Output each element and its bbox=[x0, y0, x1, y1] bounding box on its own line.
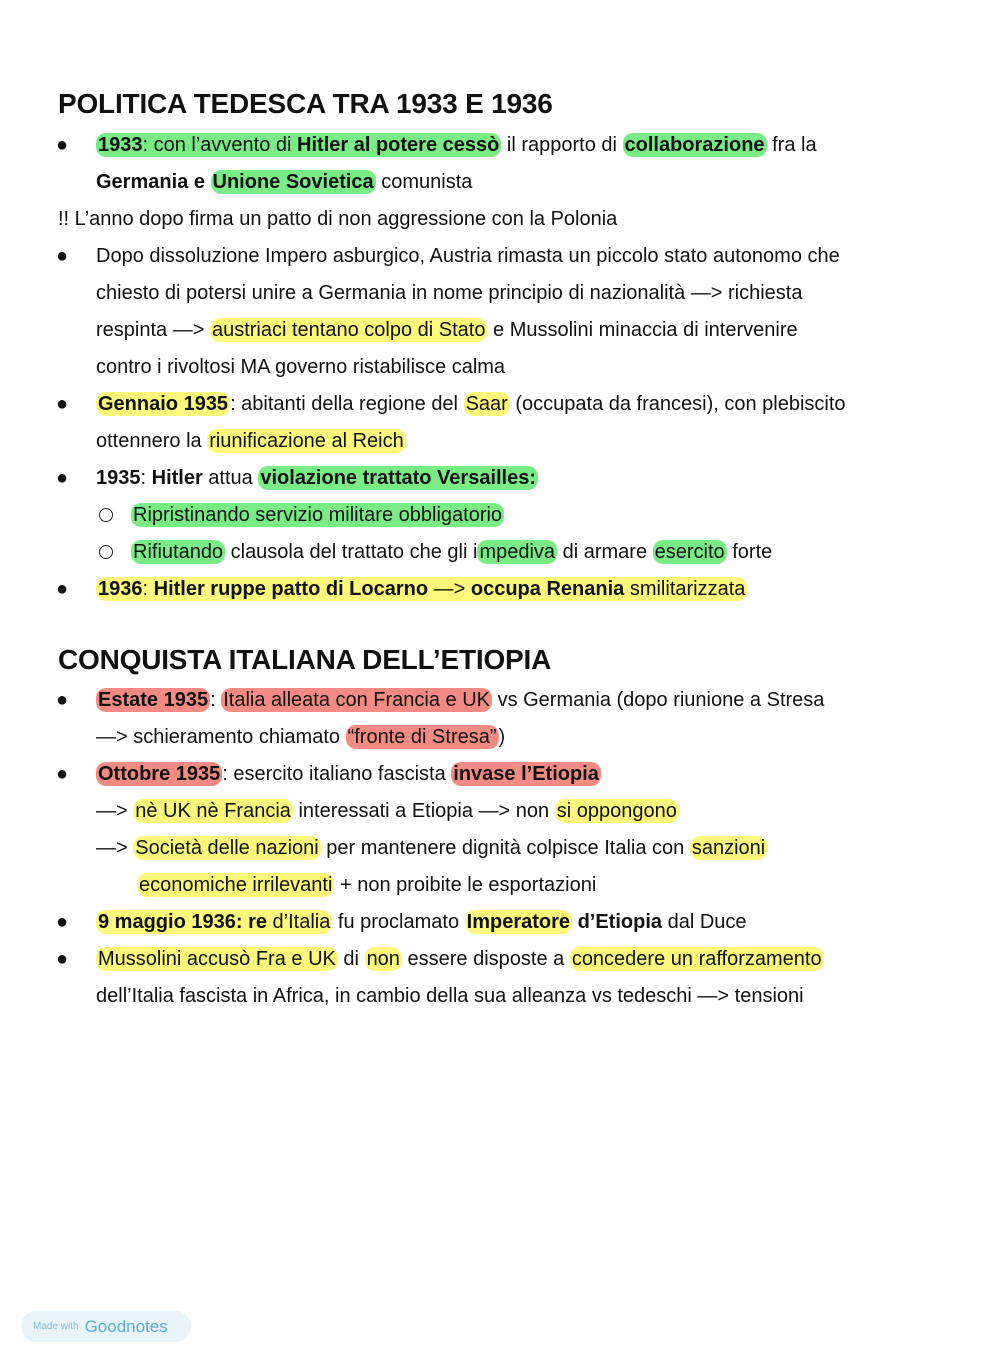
bullet-icon: ● bbox=[56, 467, 69, 489]
sub-item-servizio-militare: Ripristinando servizio militare obbligatorio bbox=[133, 504, 503, 526]
list-item-mussolini-accusa-cont: dell’Italia fascista in Africa, in cambio della sua alleanza vs tedeschi —> tensioni bbox=[96, 985, 804, 1007]
bullet-icon: ● bbox=[56, 245, 69, 267]
year-1933: 1933 bbox=[98, 134, 143, 156]
sub-bullet-circle-icon bbox=[99, 545, 113, 559]
list-item-1933: 1933: con l’avvento di Hitler al potere cessò il rapporto di collaborazione fra la bbox=[98, 134, 817, 156]
bullet-icon: ● bbox=[56, 948, 69, 970]
section-title-politica-tedesca: POLITICA TEDESCA TRA 1933 E 1936 bbox=[58, 88, 553, 119]
bullet-icon: ● bbox=[56, 763, 69, 785]
list-item-1936: 1936: Hitler ruppe patto di Locarno —> occupa Renania smilitarizzata bbox=[98, 578, 746, 600]
bullet-icon: ● bbox=[56, 578, 69, 600]
list-item-saar: Gennaio 1935 : abitanti della regione del Saar (occupata da francesi), con plebiscito bbox=[98, 393, 846, 415]
bullet-icon: ● bbox=[56, 134, 69, 156]
list-item-9-maggio-1936: 9 maggio 1936: re d’Italia fu proclamato Imperatore d’Etiopia dal Duce bbox=[98, 911, 747, 933]
note-polonia: !! L’anno dopo firma un patto di non aggressione con la Polonia bbox=[58, 208, 618, 230]
goodnotes-badge[interactable] bbox=[21, 1311, 191, 1342]
bullet-icon: ● bbox=[56, 689, 69, 711]
section-title-etiopia: CONQUISTA ITALIANA DELL’ETIOPIA bbox=[58, 644, 552, 675]
sub-item-rifiutando: Rifiutando clausola del trattato che gli i mpediva di armare esercito forte bbox=[133, 541, 773, 563]
list-item-austria-l2: chiesto di potersi unire a Germania in nome principio di nazionalità —> richiesta bbox=[96, 282, 803, 304]
list-item-ottobre-1935-l2: —> nè UK nè Francia interessati a Etiopia —> non si oppongono bbox=[96, 800, 677, 822]
list-item-1935: 1935: Hitler attua violazione trattato Versailles: bbox=[96, 467, 537, 489]
bullet-icon: ● bbox=[56, 911, 69, 933]
list-item-austria-l4: contro i rivoltosi MA governo ristabilisce calma bbox=[96, 356, 506, 378]
made-with-label: Made with bbox=[33, 1321, 79, 1332]
bullet-icon: ● bbox=[56, 393, 69, 415]
sub-bullet-circle-icon bbox=[99, 508, 113, 522]
list-item-austria-l1: Dopo dissoluzione Impero asburgico, Austria rimasta un piccolo stato autonomo che bbox=[96, 245, 840, 267]
list-item-ottobre-1935: Ottobre 1935 : esercito italiano fascista invase l’Etiopia bbox=[98, 763, 599, 785]
goodnotes-logo: Goodnotes bbox=[84, 1316, 168, 1336]
list-item-estate-1935: Estate 1935 : Italia alleata con Francia e UK vs Germania (dopo riunione a Stresa bbox=[98, 689, 825, 711]
list-item-1933-cont: Germania e Unione Sovietica comunista bbox=[96, 171, 473, 193]
list-item-saar-cont: ottennero la riunificazione al Reich bbox=[96, 430, 404, 452]
list-item-ottobre-1935-l3: —> Società delle nazioni per mantenere dignità colpisce Italia con sanzioni bbox=[96, 837, 766, 859]
list-item-estate-1935-cont: —> schieramento chiamato “fronte di Stresa” ) bbox=[96, 726, 506, 748]
list-item-mussolini-accusa: Mussolini accusò Fra e UK di non essere disposte a concedere un rafforzamento bbox=[98, 948, 822, 970]
list-item-austria-l3: respinta —> austriaci tentano colpo di Stato e Mussolini minaccia di intervenire bbox=[96, 319, 798, 341]
list-item-ottobre-1935-l4: economiche irrilevanti + non proibite le esportazioni bbox=[139, 874, 597, 896]
